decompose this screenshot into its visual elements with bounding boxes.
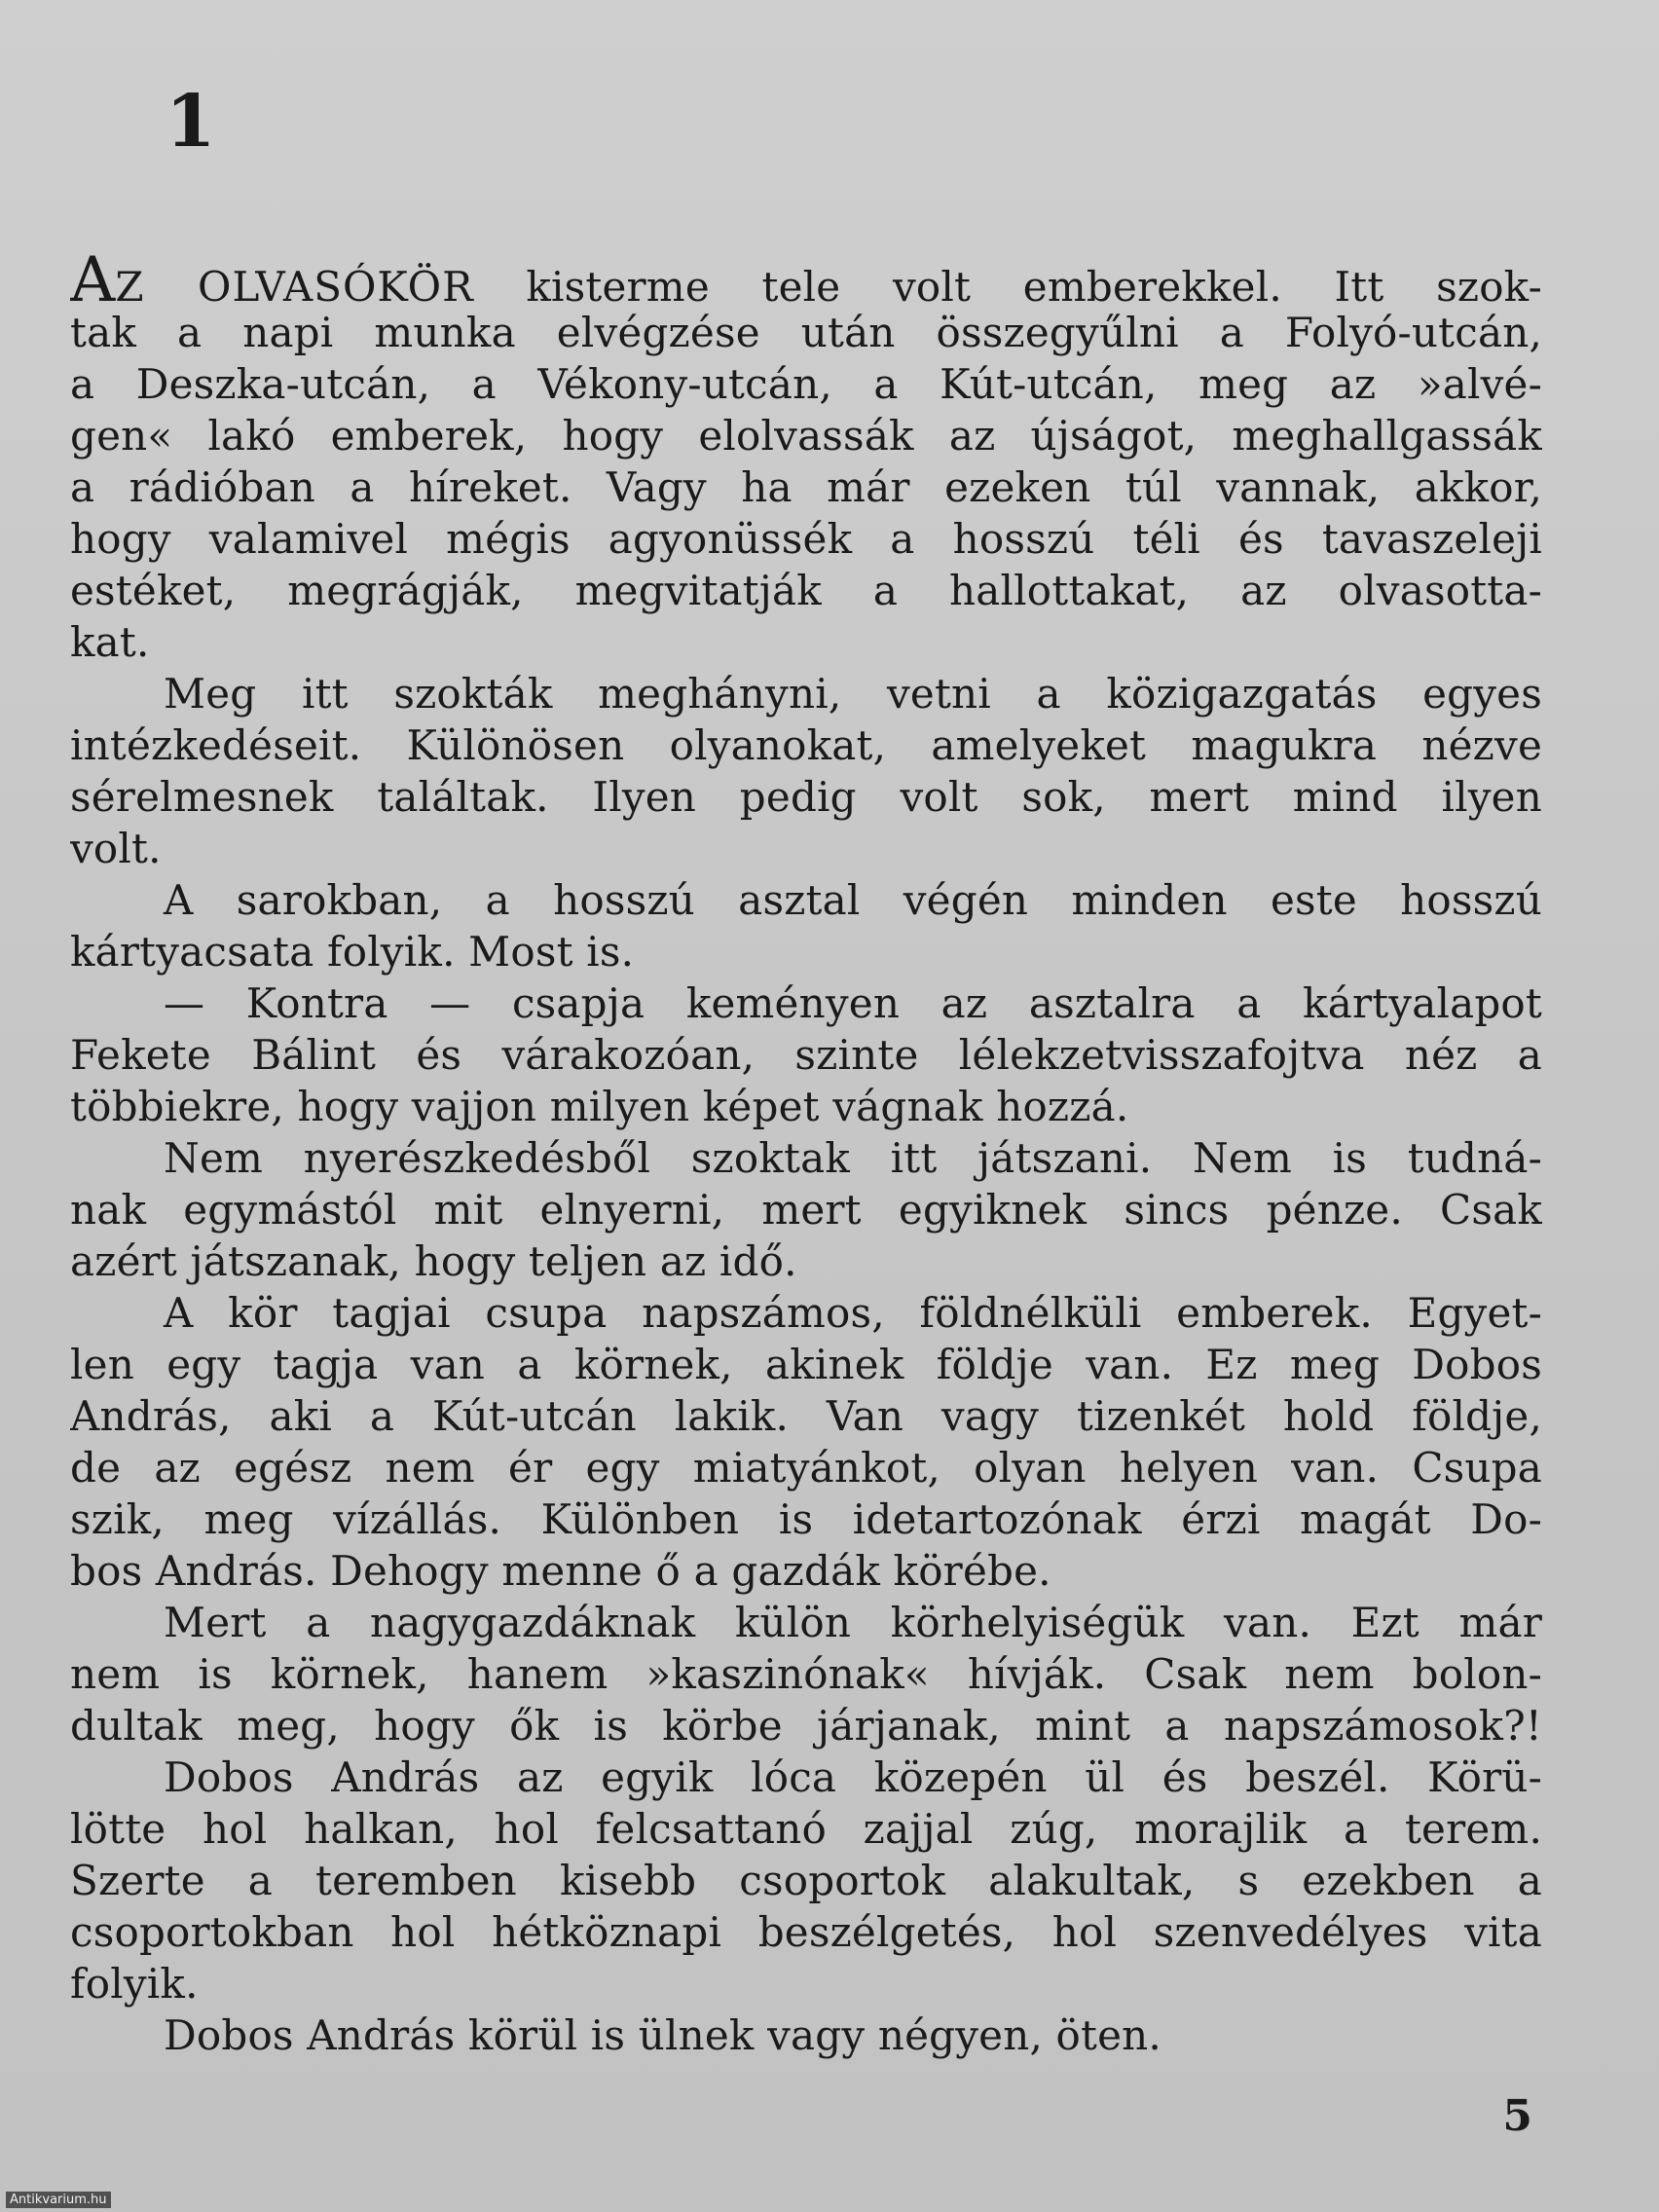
drop-cap: A	[70, 255, 116, 307]
text-line: hogy valamivel mégis agyonüssék a hosszú téli és tavaszeleji	[70, 515, 1542, 563]
text-line: de az egész nem ér egy miatyánkot, olyan helyen van. Csupa	[70, 1444, 1542, 1492]
text-line: kártyacsata folyik. Most is.	[70, 928, 635, 976]
text-line: — Kontra — csapja keményen az asztalra a kártyalapot	[164, 979, 1542, 1027]
text-line: a rádióban a híreket. Vagy ha már ezeken túl vannak, akkor,	[70, 463, 1542, 511]
text-line: volt.	[70, 825, 162, 872]
text-line: többiekre, hogy vajjon milyen képet vágnak hozzá.	[70, 1083, 1129, 1130]
text-line: kat.	[70, 618, 150, 666]
small-caps-lead: Z OLVASÓKÖR	[115, 263, 474, 307]
text-line: bos András. Dehogy menne ő a gazdák körébe.	[70, 1547, 1051, 1595]
text-line: Meg itt szokták meghányni, vetni a közigazgatás egyes	[164, 670, 1542, 718]
text-line: tak a napi munka elvégzése után összegyűlni a Folyó-utcán,	[70, 309, 1542, 356]
text-line: nak egymástól mit elnyerni, mert egyiknek sincs pénze. Csak	[70, 1186, 1542, 1234]
text-line: Mert a nagygazdáknak külön körhelyiségük van. Ezt már	[164, 1599, 1542, 1646]
text-line: azért játszanak, hogy teljen az idő.	[70, 1237, 797, 1285]
text-line: len egy tagja van a körnek, akinek földje van. Ez meg Dobos	[70, 1341, 1542, 1388]
text-line: András, aki a Kút-utcán lakik. Van vagy tizenkét hold földje,	[70, 1392, 1542, 1440]
text-lines	[70, 307, 1542, 2061]
first-line-rest: kisterme tele volt emberekkel. Itt szok-	[473, 263, 1542, 307]
text-line: A sarokban, a hosszú asztal végén minden este hosszú	[164, 876, 1542, 924]
first-line	[70, 255, 1542, 307]
chapter-number: 1	[166, 80, 216, 164]
text-line: Dobos András körül is ülnek vagy négyen, öten.	[164, 2011, 1161, 2059]
text-line: a Deszka-utcán, a Vékony-utcán, a Kút-utcán, meg az »alvé-	[70, 360, 1542, 408]
text-line: intézkedéseit. Különösen olyanokat, amelyeket magukra nézve	[70, 721, 1542, 769]
text-line: Fekete Bálint és várakozóan, szinte lélekzetvisszafojtva néz a	[70, 1031, 1542, 1079]
text-line: Nem nyerészkedésből szoktak itt játszani. Nem is tudná-	[164, 1134, 1542, 1182]
page-number: 5	[1502, 2091, 1532, 2141]
text-line: folyik.	[70, 1960, 199, 2008]
text-line: estéket, megrágják, megvitatják a hallottakat, az olvasotta-	[70, 567, 1542, 614]
text-line: dultak meg, hogy ők is körbe járjanak, mint a napszámosok?!	[70, 1702, 1542, 1750]
text-line: szik, meg vízállás. Különben is idetartozónak érzi magát Do-	[70, 1495, 1542, 1543]
text-line: Dobos András az egyik lóca közepén ül és beszél. Körü-	[164, 1753, 1542, 1801]
text-line: csoportokban hol hétköznapi beszélgetés, hol szenvedélyes vita	[70, 1908, 1542, 1956]
text-line: gen« lakó emberek, hogy elolvassák az újságot, meghallgassák	[70, 412, 1542, 460]
text-line: Szerte a teremben kisebb csoportok alakultak, s ezekben a	[70, 1857, 1542, 1904]
body-text	[70, 255, 1542, 2061]
watermark: Antikvarium.hu	[6, 2192, 111, 2208]
text-line: lötte hol halkan, hol felcsattanó zajjal zúg, morajlik a terem.	[70, 1805, 1542, 1853]
text-line: nem is körnek, hanem »kaszinónak« hívják. Csak nem bolon-	[70, 1650, 1542, 1698]
text-line: sérelmesnek találtak. Ilyen pedig volt sok, mert mind ilyen	[70, 773, 1542, 821]
text-line: A kör tagjai csupa napszámos, földnélküli emberek. Egyet-	[164, 1289, 1542, 1337]
